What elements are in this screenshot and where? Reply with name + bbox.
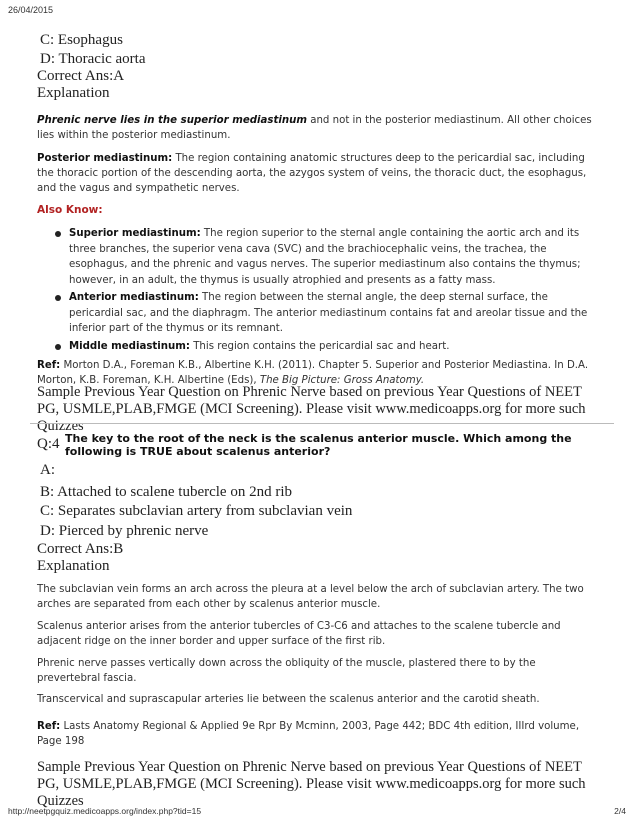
q3-para1-text: and not in the posterior mediastinum. All other choices lies within the posterior mediastinum. — [37, 115, 592, 141]
q3-ref-label: Ref: — [37, 360, 61, 371]
list-item — [51, 339, 601, 355]
list-item — [51, 290, 601, 337]
footer-url: http://neetpgquiz.medicoapps.org/index.php?tid=15 — [8, 806, 202, 816]
q3-ref-text: Morton D.A., Foreman K.B., Albertine K.H. (2011). Chapter 5. Superior and Posterior Mediastina. In D.A. Morton, K.B. Foreman, K.H. Albertine (Eds), — [37, 360, 589, 386]
q4-explanation-para2: Scalenus anterior arises from the anterior tubercles of C3-C6 and attaches to the scalene tubercle and adjacent ridge on the inner border and upper surface of the first rib. — [37, 621, 561, 647]
q4-option-a[interactable]: A: — [40, 462, 55, 478]
q3-promo-text: Sample Previous Year Question on Phrenic Nerve based on previous Year Questions of NEET PG, USMLE,PLAB,FMGE (MCI Screening). Please visit www.medicoapps.org for more such Quizzes — [37, 384, 586, 434]
q3-option-d: D: Thoracic aorta — [40, 51, 146, 67]
q4-explanation-para1: The subclavian vein forms an arch across the pleura at a level below the arch of subclavian artery. The two arches are separated from each other by scalenus anterior muscle. — [37, 584, 584, 610]
q4-ref-text: Lasts Anatomy Regional & Applied 9e Rpr By Mcminn, 2003, Page 442; BDC 4th edition, IIIrd volume, Page 198 — [37, 721, 580, 747]
bullet-text: This region contains the pericardial sac and heart. — [189, 340, 450, 352]
q3-option-c: C: Esophagus — [40, 32, 123, 48]
q4-option-d[interactable]: D: Pierced by phrenic nerve — [40, 523, 209, 539]
bullet-term: Middle mediastinum: — [69, 340, 190, 352]
footer-page-number: 2/4 — [614, 806, 626, 816]
q4-explanation-para4: Transcervical and suprascapular arteries lie between the scalenus anterior and the carotid sheath. — [37, 694, 540, 705]
q3-explanation-para1 — [37, 113, 602, 143]
q3-explanation-label: Explanation — [37, 85, 110, 101]
question-divider — [30, 423, 614, 424]
list-item — [51, 226, 601, 288]
q4-option-b[interactable]: B: Attached to scalene tubercle on 2nd rib — [40, 484, 293, 500]
q3-ref-book: The Big Picture: Gross Anatomy. — [259, 375, 425, 386]
bullet-text: The region between the sternal angle, the deep sternal surface, the pericardial sac, and the diaphragm. The anterior mediastinum contains fat and areolar tissue and the inferior part of the thymus or its remnant. — [69, 292, 588, 334]
also-know-list — [51, 226, 601, 356]
q4-explanation-label: Explanation — [37, 558, 110, 574]
q3-para2-text: The region containing anatomic structures deep to the pericardial sac, including the thoracic portion of the descending aorta, the azygos system of veins, the thoracic duct, the esophagus, and the vagus and sympathetic nerves. — [37, 153, 587, 194]
q3-correct-answer: Correct Ans:A — [37, 68, 125, 84]
q4-number: Q:4 — [37, 436, 60, 452]
q4-correct-answer: Correct Ans:B — [37, 541, 124, 557]
q3-para1-bold: Phrenic nerve lies in the superior mediastinum — [37, 115, 307, 126]
q3-explanation-para2 — [37, 151, 602, 196]
q4-question-text: The key to the root of the neck is the scalenus anterior muscle. Which among the following is TRUE about scalenus anterior? — [65, 432, 572, 458]
q4-option-c[interactable]: C: Separates subclavian artery from subclavian vein — [40, 503, 353, 519]
q3-para2-bold: Posterior mediastinum: — [37, 153, 173, 164]
q4-ref-label: Ref: — [37, 721, 61, 732]
bullet-term: Anterior mediastinum: — [69, 292, 199, 303]
print-date: 26/04/2015 — [8, 5, 54, 15]
q4-explanation-para3: Phrenic nerve passes vertically down across the obliquity of the muscle, plastered there to by the prevertebral fascia. — [37, 658, 536, 684]
bullet-term: Superior mediastinum: — [69, 228, 201, 239]
q4-promo-text: Sample Previous Year Question on Phrenic Nerve based on previous Year Questions of NEET PG, USMLE,PLAB,FMGE (MCI Screening). Please visit www.medicoapps.org for more such Quizzes — [37, 759, 586, 809]
also-know-heading: Also Know: — [37, 204, 103, 216]
q4-reference — [37, 719, 602, 749]
bullet-text: The region superior to the sternal angle containing the aortic arch and its three branches, the superior vena cava (SVC) and the brachiocephalic veins, the trachea, the esophagus, and the phrenic and vagus nerves. The superior mediastinum also contains the thymus; however, in an adult, the thymus is usually atrophied and presents as a fatty mass. — [69, 228, 581, 286]
